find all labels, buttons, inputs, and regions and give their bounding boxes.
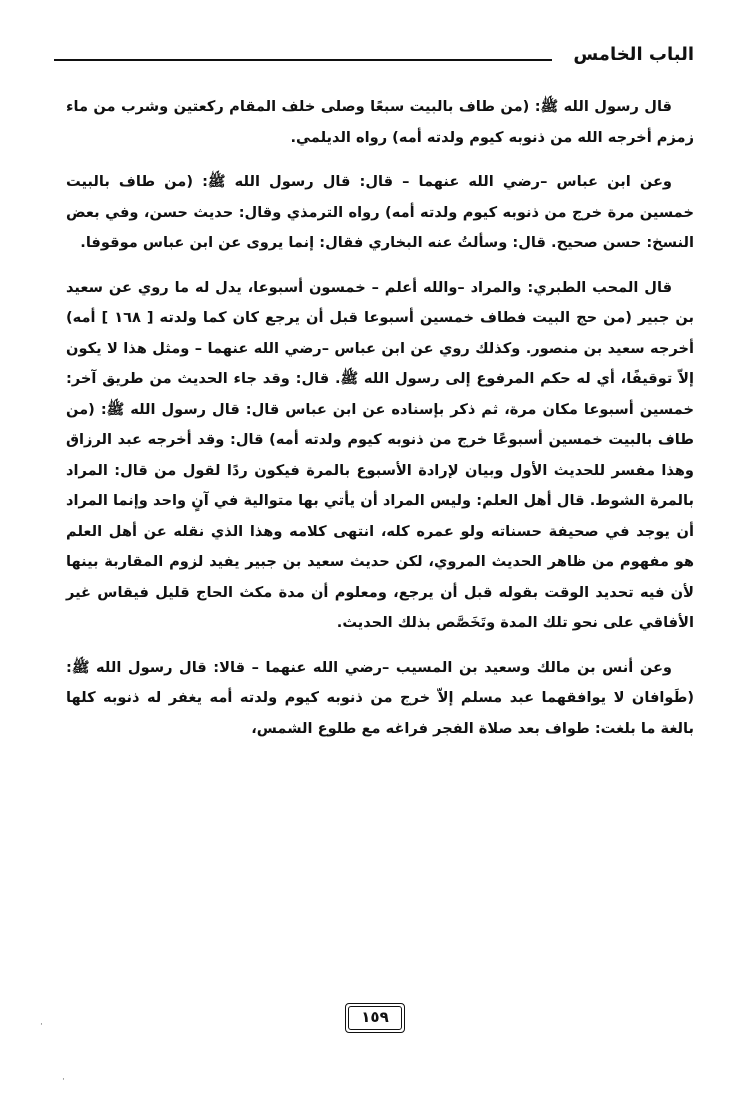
scan-speck: ·	[62, 1075, 65, 1085]
chapter-title: الباب الخامس	[573, 44, 694, 65]
paragraph-3: قال المحب الطبري: والمراد –والله أعلم – خمسون أسبوعا، يدل له ما روي عن سعيد بن جبير (من حج البيت فطاف خمسين أسبوعا قبل أن يرجع كان كما ولدته [ ١٦٨ ] أمه) أخرجه سعيد بن منصور. وكذلك روي عن ابن عباس –رضي الله عنهما – ومثل هذا لا يكون إلاّ توقيفًا، أي له حكم المرفوع إلى رسول الله ﷺ. قال: وقد جاء الحديث من طريق آخر: خمسين أسبوعا مكان مرة، ثم ذكر بإسناده عن ابن عباس قال: قال رسول الله ﷺ: (من طاف بالبيت خمسين أسبوعًا خرج من ذنوبه كيوم ولدته أمه) قال: وقد أخرجه عبد الرزاق وهذا مفسر للحديث الأول وبيان لإرادة الأسبوع بالمرة فيكون ردًا لقول من قال: المراد بالمرة الشوط. قال أهل العلم: وليس المراد أن يأتي بها متوالية في آنٍ واحد وإنما المراد أن يوجد في صحيفة حسناته ولو عمره كله، انتهى كلامه وهذا الذي نقله عن أهل العلم هو مفهوم من ظاهر الحديث المروي، لكن حديث سعيد بن جبير يفيد لزوم المقاربة بينها لأن فيه تحديد الوقت بقوله قبل أن يرجع، ومعلوم أن مدة مكث الحاج قليل فيقاس غير الأفاقي على نحو تلك المدة وتَخَصَّص بذلك الحديث.	[66, 278, 694, 631]
paragraph-1: قال رسول الله ﷺ: (من طاف بالبيت سبعًا وصلى خلف المقام ركعتين وشرب من ماء زمزم أخرجه الله من ذنوبه كيوم ولدته أمه) رواه الديلمي.	[66, 98, 694, 146]
paragraph-4: وعن أنس بن مالك وسعيد بن المسيب –رضي الله عنهما – قالا: قال رسول الله ﷺ: (طَوافان لا يوافقهما عبد مسلم إلاّ خرج من ذنوبه كيوم ولدته أمه يغفر له ذنوبه كلها بالغة ما بلغت: طواف بعد صلاة الفجر فراغه مع طلوع الشمس،	[66, 658, 694, 737]
scan-speck: ·	[40, 1020, 43, 1030]
running-header	[54, 44, 694, 74]
page-body	[66, 92, 694, 758]
page-number: ١٥٩	[348, 1006, 402, 1030]
paragraph-2: وعن ابن عباس –رضي الله عنهما – قال: قال رسول الله ﷺ: (من طاف بالبيت خمسين مرة خرج من ذنوبه كيوم ولدته أمه) رواه الترمذي وقال: حديث حسن، وفي بعض النسخ: حسن صحيح. قال: وسألتُ عنه البخاري فقال: إنما يروى عن ابن عباس موقوفا.	[66, 173, 694, 251]
header-rule	[54, 59, 552, 61]
